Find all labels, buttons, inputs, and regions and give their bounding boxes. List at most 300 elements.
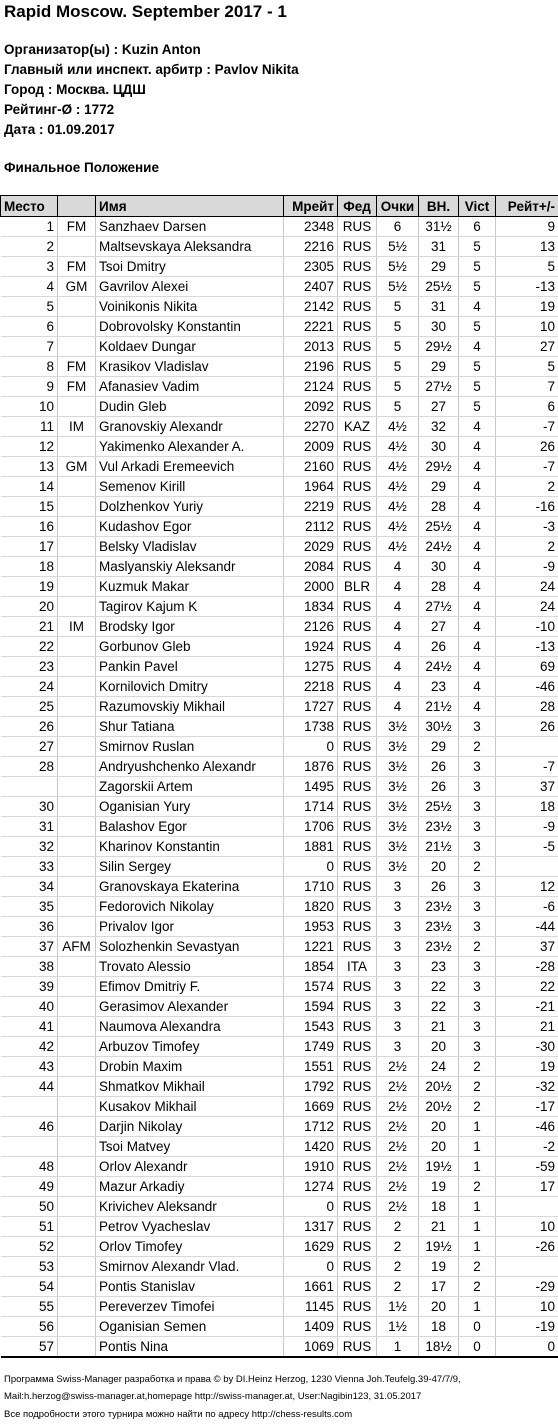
cell-rating: 2112 — [284, 517, 338, 537]
cell-fed: RUS — [338, 597, 377, 617]
cell-rating: 1669 — [284, 1097, 338, 1117]
cell-place: 31 — [1, 817, 58, 837]
table-row — [1, 1097, 558, 1117]
cell-buchholz: 26 — [419, 877, 459, 897]
cell-fed: RUS — [338, 1017, 377, 1037]
cell-fed: RUS — [338, 297, 377, 317]
cell-buchholz: 20 — [419, 857, 459, 877]
cell-wins: 5 — [459, 277, 496, 297]
cell-fed: RUS — [338, 677, 377, 697]
col-name-header: Имя — [96, 196, 284, 217]
cell-name: Gavrilov Alexei — [96, 277, 284, 297]
table-row — [1, 957, 558, 977]
cell-points: 4½ — [377, 417, 419, 437]
table-row — [1, 577, 558, 597]
cell-points: 3½ — [377, 737, 419, 757]
cell-points: 6 — [377, 217, 419, 237]
cell-name: Oganisian Semen — [96, 1317, 284, 1337]
cell-rating-change: 9 — [496, 217, 558, 237]
table-row — [1, 417, 558, 437]
cell-rating: 1551 — [284, 1057, 338, 1077]
cell-points: 3½ — [377, 757, 419, 777]
cell-title — [58, 1097, 96, 1117]
cell-fed: KAZ — [338, 417, 377, 437]
cell-rating: 1820 — [284, 897, 338, 917]
cell-rating: 1221 — [284, 937, 338, 957]
cell-wins: 1 — [459, 1197, 496, 1217]
cell-name: Smirnov Ruslan — [96, 737, 284, 757]
cell-name: Andryushchenko Alexandr — [96, 757, 284, 777]
cell-rating-change: 10 — [496, 317, 558, 337]
table-row — [1, 1257, 558, 1277]
cell-place: 55 — [1, 1297, 58, 1317]
cell-title — [58, 817, 96, 837]
cell-place: 56 — [1, 1317, 58, 1337]
cell-fed: BLR — [338, 577, 377, 597]
table-row — [1, 457, 558, 477]
cell-title — [58, 837, 96, 857]
cell-rating: 1594 — [284, 997, 338, 1017]
cell-rating: 2160 — [284, 457, 338, 477]
cell-rating-change: 0 — [496, 1337, 558, 1358]
cell-rating-change: -17 — [496, 1097, 558, 1117]
cell-buchholz: 18½ — [419, 1337, 459, 1358]
cell-buchholz: 31 — [419, 297, 459, 317]
cell-place: 35 — [1, 897, 58, 917]
cell-rating: 1275 — [284, 657, 338, 677]
cell-rating-change: 69 — [496, 657, 558, 677]
cell-name: Solozhenkin Sevastyan — [96, 937, 284, 957]
cell-title — [58, 957, 96, 977]
cell-buchholz: 19 — [419, 1177, 459, 1197]
cell-points: 2½ — [377, 1097, 419, 1117]
cell-title — [58, 997, 96, 1017]
cell-wins: 3 — [459, 797, 496, 817]
cell-rating: 1543 — [284, 1017, 338, 1037]
cell-fed: RUS — [338, 317, 377, 337]
cell-points: 2½ — [377, 1177, 419, 1197]
cell-name: Pontis Stanislav — [96, 1277, 284, 1297]
cell-fed: RUS — [338, 1057, 377, 1077]
cell-points: 5 — [377, 377, 419, 397]
cell-rating-change: 24 — [496, 577, 558, 597]
cell-title — [58, 237, 96, 257]
arbiter-line: Главный или инспект. арбитр : Pavlov Nikita — [4, 62, 299, 77]
cell-wins: 1 — [459, 1297, 496, 1317]
cell-place: 10 — [1, 397, 58, 417]
cell-place — [1, 1137, 58, 1157]
cell-name: Gorbunov Gleb — [96, 637, 284, 657]
cell-fed: RUS — [338, 857, 377, 877]
cell-buchholz: 31 — [419, 237, 459, 257]
cell-place: 39 — [1, 977, 58, 997]
cell-buchholz: 18 — [419, 1197, 459, 1217]
cell-wins: 4 — [459, 577, 496, 597]
cell-rating: 1953 — [284, 917, 338, 937]
cell-place: 33 — [1, 857, 58, 877]
cell-rating-change: 22 — [496, 977, 558, 997]
cell-place: 36 — [1, 917, 58, 937]
cell-rating: 1145 — [284, 1297, 338, 1317]
cell-wins: 3 — [459, 917, 496, 937]
cell-wins: 4 — [459, 477, 496, 497]
cell-buchholz: 27½ — [419, 377, 459, 397]
cell-points: 4 — [377, 617, 419, 637]
cell-rating: 2000 — [284, 577, 338, 597]
cell-place: 17 — [1, 537, 58, 557]
table-row — [1, 877, 558, 897]
cell-rating: 1854 — [284, 957, 338, 977]
cell-rating-change: 2 — [496, 537, 558, 557]
cell-rating: 1706 — [284, 817, 338, 837]
cell-rating-change: -7 — [496, 417, 558, 437]
cell-fed: RUS — [338, 817, 377, 837]
cell-rating-change: -13 — [496, 637, 558, 657]
cell-buchholz: 23 — [419, 677, 459, 697]
cell-rating-change: 21 — [496, 1017, 558, 1037]
cell-place: 1 — [1, 217, 58, 237]
cell-fed: RUS — [338, 437, 377, 457]
cell-title — [58, 917, 96, 937]
table-row — [1, 937, 558, 957]
cell-name: Naumova Alexandra — [96, 1017, 284, 1037]
cell-wins: 5 — [459, 377, 496, 397]
cell-rating: 2126 — [284, 617, 338, 637]
cell-rating: 2013 — [284, 337, 338, 357]
cell-place: 38 — [1, 957, 58, 977]
cell-buchholz: 29 — [419, 477, 459, 497]
cell-name: Kusakov Mikhail — [96, 1097, 284, 1117]
cell-place: 22 — [1, 637, 58, 657]
cell-rating: 1712 — [284, 1117, 338, 1137]
table-row — [1, 1057, 558, 1077]
cell-points: 3 — [377, 917, 419, 937]
cell-name: Balashov Egor — [96, 817, 284, 837]
cell-wins: 5 — [459, 397, 496, 417]
cell-buchholz: 30 — [419, 317, 459, 337]
cell-buchholz: 20 — [419, 1037, 459, 1057]
cell-name: Dudin Gleb — [96, 397, 284, 417]
cell-wins: 2 — [459, 1257, 496, 1277]
date-line: Дата : 01.09.2017 — [4, 122, 115, 137]
cell-rating-change: -9 — [496, 557, 558, 577]
cell-name: Gerasimov Alexander — [96, 997, 284, 1017]
rating-line: Рейтинг-Ø : 1772 — [4, 102, 115, 117]
cell-wins: 5 — [459, 357, 496, 377]
cell-buchholz: 23½ — [419, 897, 459, 917]
table-row — [1, 997, 558, 1017]
cell-rating: 1409 — [284, 1317, 338, 1337]
cell-rating-change: 37 — [496, 937, 558, 957]
cell-wins: 5 — [459, 237, 496, 257]
cell-rating: 1274 — [284, 1177, 338, 1197]
cell-points: 4½ — [377, 497, 419, 517]
cell-rating: 0 — [284, 737, 338, 757]
cell-buchholz: 18 — [419, 1317, 459, 1337]
cell-rating: 1792 — [284, 1077, 338, 1097]
table-row — [1, 1137, 558, 1157]
cell-title — [58, 1337, 96, 1358]
cell-fed: RUS — [338, 1137, 377, 1157]
cell-fed: RUS — [338, 657, 377, 677]
cell-buchholz: 27 — [419, 397, 459, 417]
table-row — [1, 697, 558, 717]
cell-buchholz: 24½ — [419, 537, 459, 557]
cell-title — [58, 857, 96, 877]
cell-points: 3½ — [377, 777, 419, 797]
cell-place: 2 — [1, 237, 58, 257]
cell-fed: RUS — [338, 737, 377, 757]
cell-buchholz: 30 — [419, 557, 459, 577]
cell-buchholz: 28 — [419, 577, 459, 597]
cell-place: 27 — [1, 737, 58, 757]
table-row — [1, 1157, 558, 1177]
cell-name: Orlov Alexandr — [96, 1157, 284, 1177]
cell-title — [58, 1017, 96, 1037]
cell-buchholz: 21 — [419, 1017, 459, 1037]
table-row — [1, 757, 558, 777]
cell-name: Kuzmuk Makar — [96, 577, 284, 597]
cell-points: 2 — [377, 1237, 419, 1257]
cell-wins: 3 — [459, 957, 496, 977]
cell-fed: RUS — [338, 837, 377, 857]
cell-rating: 1714 — [284, 797, 338, 817]
cell-points: 3½ — [377, 797, 419, 817]
cell-wins: 4 — [459, 677, 496, 697]
cell-name: Razumovskiy Mikhail — [96, 697, 284, 717]
col-points-header: Очки — [377, 196, 419, 217]
cell-place: 48 — [1, 1157, 58, 1177]
cell-buchholz: 24½ — [419, 657, 459, 677]
cell-wins: 2 — [459, 1097, 496, 1117]
cell-wins: 3 — [459, 717, 496, 737]
cell-fed: RUS — [338, 757, 377, 777]
cell-place: 34 — [1, 877, 58, 897]
cell-fed: RUS — [338, 357, 377, 377]
cell-title — [58, 1277, 96, 1297]
cell-buchholz: 23 — [419, 957, 459, 977]
cell-points: 3 — [377, 937, 419, 957]
table-row — [1, 737, 558, 757]
cell-rating: 0 — [284, 857, 338, 877]
cell-name: Kudashov Egor — [96, 517, 284, 537]
cell-title — [58, 1297, 96, 1317]
table-row — [1, 657, 558, 677]
cell-rating-change: 28 — [496, 697, 558, 717]
cell-points: 4½ — [377, 477, 419, 497]
cell-fed: RUS — [338, 217, 377, 237]
cell-name: Tsoi Matvey — [96, 1137, 284, 1157]
cell-rating: 2407 — [284, 277, 338, 297]
table-row — [1, 1237, 558, 1257]
table-body — [1, 217, 558, 1358]
cell-buchholz: 27½ — [419, 597, 459, 617]
cell-title — [58, 677, 96, 697]
col-place-header: Место — [1, 196, 58, 217]
cell-title — [58, 497, 96, 517]
cell-rating: 2124 — [284, 377, 338, 397]
cell-rating: 2092 — [284, 397, 338, 417]
cell-rating-change: -30 — [496, 1037, 558, 1057]
cell-name: Sanzhaev Darsen — [96, 217, 284, 237]
cell-rating-change: 5 — [496, 357, 558, 377]
cell-points: 3 — [377, 897, 419, 917]
cell-points: 3 — [377, 877, 419, 897]
cell-wins: 4 — [459, 617, 496, 637]
table-row — [1, 517, 558, 537]
cell-buchholz: 20 — [419, 1297, 459, 1317]
col-buchholz-header: ВН. — [419, 196, 459, 217]
cell-rating: 2196 — [284, 357, 338, 377]
cell-name: Tsoi Dmitry — [96, 257, 284, 277]
cell-points: 4 — [377, 657, 419, 677]
cell-points: 3 — [377, 977, 419, 997]
cell-points: 5½ — [377, 257, 419, 277]
cell-rating-change: -13 — [496, 277, 558, 297]
standings-table — [0, 195, 558, 1358]
cell-rating-change: -26 — [496, 1237, 558, 1257]
cell-rating-change: -7 — [496, 757, 558, 777]
table-row — [1, 557, 558, 577]
table-row — [1, 717, 558, 737]
cell-rating-change: -29 — [496, 1277, 558, 1297]
cell-name: Koldaev Dungar — [96, 337, 284, 357]
table-row — [1, 477, 558, 497]
cell-rating-change: -21 — [496, 997, 558, 1017]
cell-points: 4½ — [377, 457, 419, 477]
cell-rating-change — [496, 857, 558, 877]
cell-buchholz: 22 — [419, 977, 459, 997]
cell-fed: RUS — [338, 997, 377, 1017]
cell-rating: 1727 — [284, 697, 338, 717]
cell-name: Dobrovolsky Konstantin — [96, 317, 284, 337]
cell-points: 4 — [377, 637, 419, 657]
cell-buchholz: 20 — [419, 1137, 459, 1157]
cell-place: 23 — [1, 657, 58, 677]
cell-rating-change: -9 — [496, 817, 558, 837]
cell-wins: 4 — [459, 537, 496, 557]
cell-rating-change: -59 — [496, 1157, 558, 1177]
cell-rating-change: 26 — [496, 437, 558, 457]
cell-place: 9 — [1, 377, 58, 397]
cell-wins: 4 — [459, 337, 496, 357]
table-row — [1, 857, 558, 877]
cell-title: AFM — [58, 937, 96, 957]
cell-fed: RUS — [338, 1317, 377, 1337]
cell-rating: 1574 — [284, 977, 338, 997]
cell-points: 2½ — [377, 1157, 419, 1177]
cell-buchholz: 28 — [419, 497, 459, 517]
cell-title — [58, 757, 96, 777]
cell-rating: 2219 — [284, 497, 338, 517]
cell-title — [58, 517, 96, 537]
cell-rating: 1495 — [284, 777, 338, 797]
cell-buchholz: 29½ — [419, 457, 459, 477]
cell-buchholz: 25½ — [419, 517, 459, 537]
cell-title — [58, 877, 96, 897]
cell-points: 2 — [377, 1257, 419, 1277]
cell-rating-change: -6 — [496, 897, 558, 917]
cell-title: IM — [58, 617, 96, 637]
cell-points: 5 — [377, 357, 419, 377]
cell-rating-change — [496, 737, 558, 757]
cell-place: 5 — [1, 297, 58, 317]
cell-title — [58, 717, 96, 737]
cell-wins: 4 — [459, 497, 496, 517]
cell-title: FM — [58, 257, 96, 277]
cell-rating-change — [496, 1257, 558, 1277]
cell-place: 15 — [1, 497, 58, 517]
cell-buchholz: 17 — [419, 1277, 459, 1297]
table-row — [1, 357, 558, 377]
cell-name: Pereverzev Timofei — [96, 1297, 284, 1317]
cell-fed: RUS — [338, 1257, 377, 1277]
cell-fed: RUS — [338, 1297, 377, 1317]
cell-fed: RUS — [338, 517, 377, 537]
cell-wins: 1 — [459, 1117, 496, 1137]
cell-buchholz: 23½ — [419, 917, 459, 937]
cell-wins: 2 — [459, 857, 496, 877]
cell-points: 2 — [377, 1217, 419, 1237]
table-row — [1, 677, 558, 697]
cell-fed: RUS — [338, 1277, 377, 1297]
cell-wins: 3 — [459, 997, 496, 1017]
cell-wins: 2 — [459, 1177, 496, 1197]
cell-points: 2 — [377, 1277, 419, 1297]
table-row — [1, 1277, 558, 1297]
cell-points: 5½ — [377, 277, 419, 297]
cell-rating: 2270 — [284, 417, 338, 437]
cell-rating-change: -7 — [496, 457, 558, 477]
cell-rating-change: 19 — [496, 297, 558, 317]
col-title-header — [58, 196, 96, 217]
cell-place: 28 — [1, 757, 58, 777]
cell-rating: 1661 — [284, 1277, 338, 1297]
cell-buchholz: 29 — [419, 357, 459, 377]
cell-name: Granovskaya Ekaterina — [96, 877, 284, 897]
cell-name: Zagorskii Artem — [96, 777, 284, 797]
cell-name: Orlov Timofey — [96, 1237, 284, 1257]
cell-points: 2½ — [377, 1197, 419, 1217]
cell-points: 3½ — [377, 717, 419, 737]
table-row — [1, 1337, 558, 1358]
cell-title — [58, 897, 96, 917]
cell-buchholz: 30 — [419, 437, 459, 457]
cell-wins: 2 — [459, 737, 496, 757]
cell-name: Dolzhenkov Yuriy — [96, 497, 284, 517]
cell-rating: 1317 — [284, 1217, 338, 1237]
cell-place: 25 — [1, 697, 58, 717]
cell-points: 3 — [377, 1017, 419, 1037]
cell-name: Tagirov Kajum K — [96, 597, 284, 617]
cell-title — [58, 1177, 96, 1197]
cell-wins: 3 — [459, 817, 496, 837]
cell-points: 3 — [377, 1037, 419, 1057]
cell-wins: 4 — [459, 597, 496, 617]
cell-title — [58, 737, 96, 757]
cell-rating: 2084 — [284, 557, 338, 577]
cell-place: 24 — [1, 677, 58, 697]
cell-rating-change: 17 — [496, 1177, 558, 1197]
cell-name: Vul Arkadi Eremeevich — [96, 457, 284, 477]
cell-buchholz: 24 — [419, 1057, 459, 1077]
cell-points: 3 — [377, 957, 419, 977]
cell-fed: RUS — [338, 877, 377, 897]
cell-fed: RUS — [338, 1177, 377, 1197]
cell-title: IM — [58, 417, 96, 437]
cell-title — [58, 697, 96, 717]
cell-rating-change: 6 — [496, 397, 558, 417]
